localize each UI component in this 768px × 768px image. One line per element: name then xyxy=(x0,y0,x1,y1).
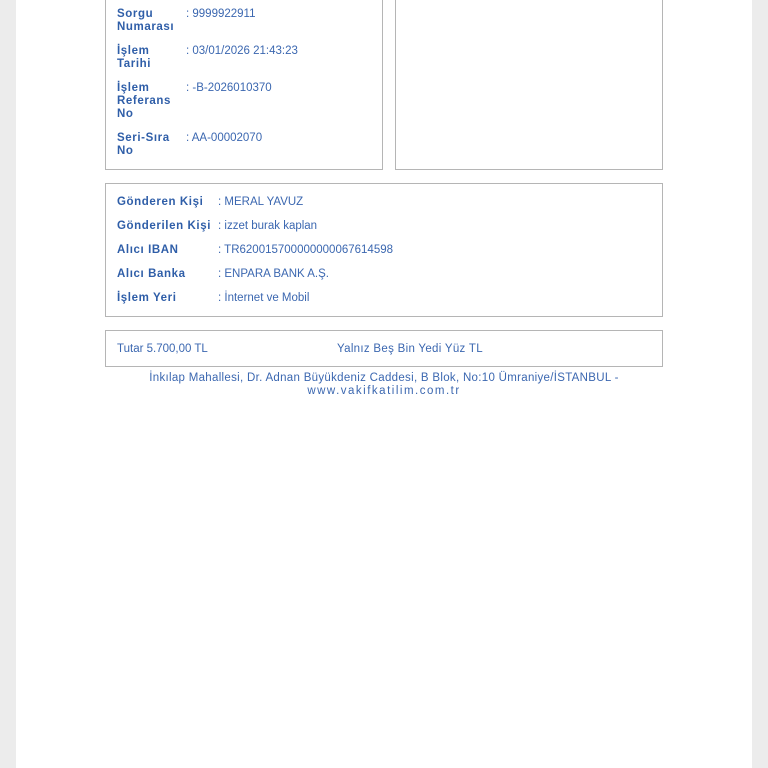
transaction-date-label: İşlem Tarihi xyxy=(117,45,152,70)
transaction-date-value: : 03/01/2026 21:43:23 xyxy=(186,45,298,57)
amount-value: Tutar 5.700,00 TL xyxy=(117,343,208,355)
transaction-info-box xyxy=(105,0,383,170)
bank-value: : ENPARA BANK A.Ş. xyxy=(218,268,329,280)
sender-value: : MERAL YAVUZ xyxy=(218,196,304,208)
recipient-value: : izzet burak kaplan xyxy=(218,220,318,232)
reference-no-label: İşlem Referans No xyxy=(117,82,172,120)
query-number-value: : 9999922911 xyxy=(186,8,256,20)
amount-in-words: Yalnız Beş Bin Yedi Yüz TL xyxy=(337,343,483,355)
iban-label: Alıcı IBAN xyxy=(117,244,179,256)
bank-label: Alıcı Banka xyxy=(117,268,186,280)
iban-value: : TR620015700000000067614598 xyxy=(218,244,394,256)
footer xyxy=(0,372,768,398)
query-number-label: Sorgu Numarası xyxy=(117,8,175,33)
reference-no-value: : -B-2026010370 xyxy=(186,82,272,94)
channel-label: İşlem Yeri xyxy=(117,292,177,304)
transfer-details-box xyxy=(105,183,663,317)
footer-website: www.vakifkatilim.com.tr xyxy=(307,385,461,397)
sender-label: Gönderen Kişi xyxy=(117,196,204,208)
amount-box xyxy=(105,330,663,367)
serial-no-value: : AA-00002070 xyxy=(186,132,263,144)
recipient-label: Gönderilen Kişi xyxy=(117,220,211,232)
footer-address: İnkılap Mahallesi, Dr. Adnan Büyükdeniz Caddesi, B Blok, No:10 Ümraniye/İSTANBUL - xyxy=(149,372,619,384)
channel-value: : İnternet ve Mobil xyxy=(218,292,310,304)
empty-info-box xyxy=(395,0,663,170)
serial-no-label: Seri-Sıra No xyxy=(117,132,170,157)
